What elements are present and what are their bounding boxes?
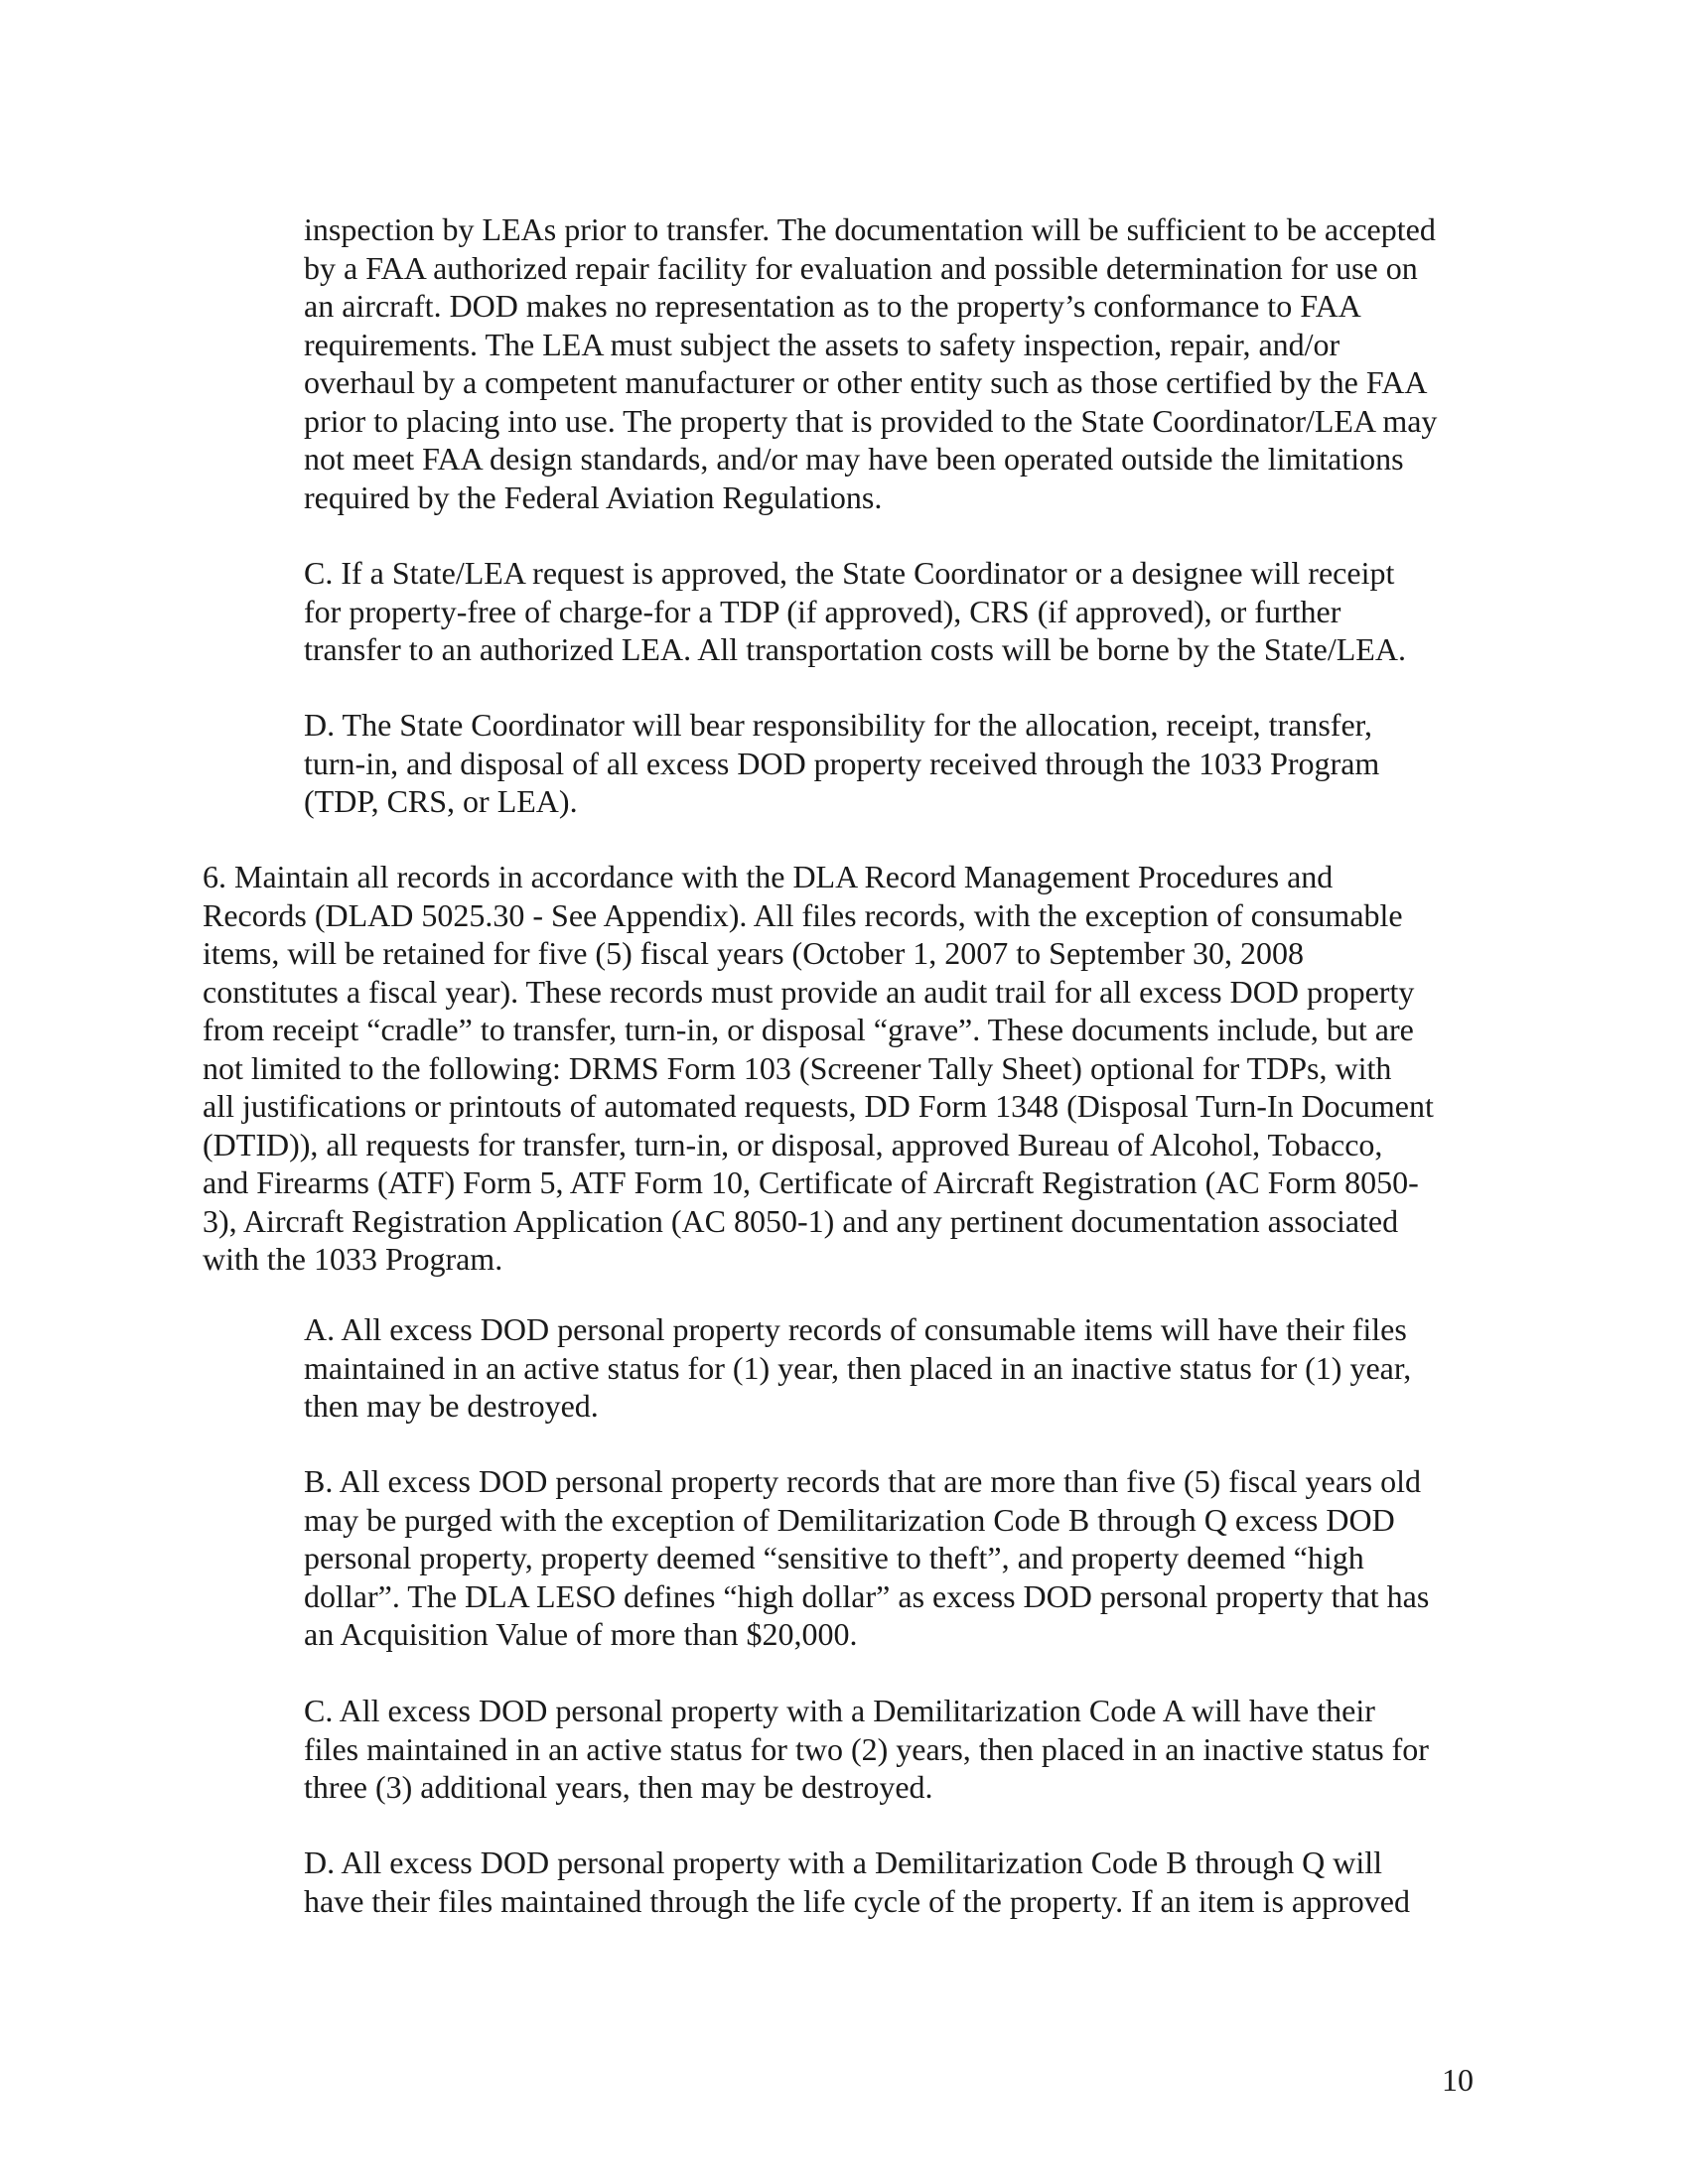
text-line: A. All excess DOD personal property records of consumable items will have their files	[304, 1311, 1407, 1347]
text-line: transfer to an authorized LEA. All transportation costs will be borne by the State/LEA.	[304, 631, 1406, 667]
text-line: 6. Maintain all records in accordance with the DLA Record Management Procedures and	[203, 859, 1334, 894]
paragraph-aircraft-documentation	[304, 210, 1437, 516]
text-line: files maintained in an active status for two (2) years, then placed in an inactive status for	[304, 1730, 1429, 1767]
text-line: items, will be retained for five (5) fiscal years (October 1, 2007 to September 30, 2008	[203, 935, 1304, 971]
text-line: (DTID)), all requests for transfer, turn-in, or disposal, approved Bureau of Alcohol, Tobacco,	[203, 1126, 1383, 1162]
paragraph-item-5c	[304, 554, 1406, 669]
text-line: C. If a State/LEA request is approved, the State Coordinator or a designee will receipt	[304, 555, 1395, 591]
text-line: then may be destroyed.	[304, 1388, 599, 1424]
text-line: and Firearms (ATF) Form 5, ATF Form 10, Certificate of Aircraft Registration (AC Form 8050-	[203, 1164, 1419, 1200]
text-line: all justifications or printouts of automated requests, DD Form 1348 (Disposal Turn-In Document	[203, 1088, 1434, 1124]
text-line: for property-free of charge-for a TDP (if approved), CRS (if approved), or further	[304, 593, 1341, 629]
paragraph-item-6d	[304, 1843, 1410, 1920]
text-line: have their files maintained through the life cycle of the property. If an item is approved	[304, 1882, 1410, 1919]
text-line: personal property, property deemed “sensitive to theft”, and property deemed “high	[304, 1540, 1364, 1575]
text-line: 3), Aircraft Registration Application (AC 8050-1) and any pertinent documentation associated	[203, 1202, 1399, 1239]
text-line: maintained in an active status for (1) year, then placed in an inactive status for (1) year,	[304, 1349, 1412, 1386]
text-line: B. All excess DOD personal property records that are more than five (5) fiscal years old	[304, 1463, 1421, 1499]
text-line: not meet FAA design standards, and/or may have been operated outside the limitations	[304, 441, 1404, 477]
text-line: not limited to the following: DRMS Form 103 (Screener Tally Sheet) optional for TDPs, with	[203, 1049, 1392, 1086]
text-line: overhaul by a competent manufacturer or other entity such as those certified by the FAA	[304, 364, 1428, 400]
text-line: constitutes a fiscal year). These records must provide an audit trail for all excess DOD property	[203, 973, 1415, 1010]
text-line: turn-in, and disposal of all excess DOD property received through the 1033 Program	[304, 745, 1380, 781]
paragraph-item-6a	[304, 1310, 1411, 1426]
text-line: D. The State Coordinator will bear responsibility for the allocation, receipt, transfer,	[304, 707, 1373, 743]
page-number: 10	[1442, 2062, 1474, 2098]
text-line: requirements. The LEA must subject the assets to safety inspection, repair, and/or	[304, 326, 1340, 362]
text-line: dollar”. The DLA LESO defines “high dollar” as excess DOD personal property that has	[304, 1577, 1430, 1614]
text-line: required by the Federal Aviation Regulations.	[304, 478, 883, 515]
text-line: prior to placing into use. The property that is provided to the State Coordinator/LEA may	[304, 402, 1438, 439]
text-line: by a FAA authorized repair facility for evaluation and possible determination for use on	[304, 249, 1418, 286]
text-line: with the 1033 Program.	[203, 1241, 503, 1277]
text-line: C. All excess DOD personal property with a Demilitarization Code A will have their	[304, 1693, 1375, 1728]
paragraph-item-5d	[304, 706, 1379, 821]
text-line: inspection by LEAs prior to transfer. The documentation will be sufficient to be accepted	[304, 211, 1436, 247]
text-line: three (3) additional years, then may be destroyed.	[304, 1769, 933, 1805]
text-line: D. All excess DOD personal property with a Demilitarization Code B through Q will	[304, 1844, 1383, 1880]
text-line: an Acquisition Value of more than $20,000.	[304, 1616, 858, 1652]
text-line: an aircraft. DOD makes no representation as to the property’s conformance to FAA	[304, 288, 1361, 324]
text-line: Records (DLAD 5025.30 - See Appendix). All files records, with the exception of consumable	[203, 896, 1403, 933]
paragraph-item-6b	[304, 1462, 1429, 1654]
text-line: (TDP, CRS, or LEA).	[304, 783, 578, 819]
paragraph-item-6c	[304, 1692, 1429, 1807]
text-line: may be purged with the exception of Demilitarization Code B through Q excess DOD	[304, 1501, 1395, 1538]
text-line: from receipt “cradle” to transfer, turn-in, or disposal “grave”. These documents include, but are	[203, 1012, 1414, 1047]
paragraph-item-6	[203, 858, 1434, 1279]
